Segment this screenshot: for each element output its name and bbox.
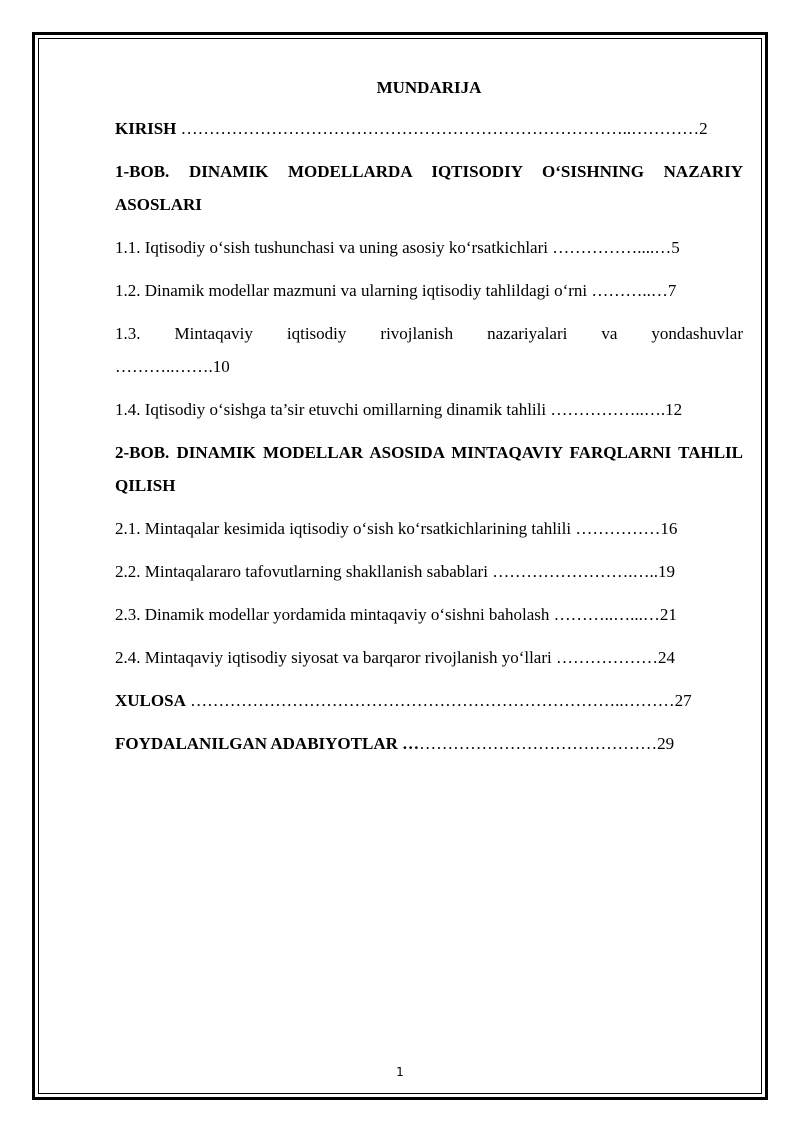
toc-entry-1-4[interactable]: 1.4. Iqtisodiy o‘sishga ta’sir etuvchi omillarning dinamik tahlili ……………..….12 xyxy=(115,400,683,419)
entry-dots: …………………………………………………………………..……… xyxy=(185,691,675,710)
toc-entry-xulosa[interactable] xyxy=(115,684,743,717)
entry-page: 29 xyxy=(657,734,675,753)
word: 1.3. xyxy=(115,324,141,343)
toc-entry-1-3[interactable] xyxy=(115,317,743,383)
entry-line-1 xyxy=(115,317,743,350)
toc-entry-references[interactable] xyxy=(115,727,743,760)
entry-line-2: ………..…….10 xyxy=(115,357,230,376)
toc-entry-1-2[interactable]: 1.2. Dinamik modellar mazmuni va ularning iqtisodiy tahlildagi o‘rni ………..…7 xyxy=(115,281,677,300)
word: va xyxy=(601,324,618,343)
word: yondashuvlar xyxy=(651,324,743,343)
entry-dots: …………………………………… xyxy=(419,734,658,753)
entry-label: XULOSA xyxy=(115,691,186,710)
word: Mintaqaviy xyxy=(174,324,253,343)
entry-page: 27 xyxy=(674,691,692,710)
toc-entry-2-4[interactable]: 2.4. Mintaqaviy iqtisodiy siyosat va barqaror rivojlanish yo‘llari ………………24 xyxy=(115,648,675,667)
toc-entry-kirish[interactable] xyxy=(115,112,743,145)
entry-label: KIRISH xyxy=(115,119,177,138)
word: nazariyalari xyxy=(487,324,568,343)
toc-entry-2-1[interactable]: 2.1. Mintaqalar kesimida iqtisodiy o‘sish ko‘rsatkichlarining tahlili ……………16 xyxy=(115,519,678,538)
toc-entry-1-1[interactable]: 1.1. Iqtisodiy o‘sish tushunchasi va uning asosiy ko‘rsatkichlari ……………....…5 xyxy=(115,238,680,257)
toc-entry-2-3[interactable]: 2.3. Dinamik modellar yordamida mintaqaviy o‘sishni baholash ………..…...…21 xyxy=(115,605,677,624)
toc-entry-2-2[interactable]: 2.2. Mintaqalararo tafovutlarning shakllanish sabablari …………………….…..19 xyxy=(115,562,675,581)
page-number: 1 xyxy=(396,1065,404,1079)
word: rivojlanish xyxy=(380,324,454,343)
entry-label: FOYDALANILGAN ADABIYOTLAR … xyxy=(115,734,420,753)
entry-page: 2 xyxy=(699,119,708,138)
table-of-contents xyxy=(115,74,743,770)
word: iqtisodiy xyxy=(286,324,347,343)
entry-dots: ……………………………………………………………………..………… xyxy=(176,119,700,138)
toc-title: MUNDARIJA xyxy=(376,78,482,97)
toc-chapter-2[interactable]: 2-BOB. DINAMIK MODELLAR ASOSIDA MINTAQAVIY FARQLARNI TAHLIL QILISH xyxy=(115,443,743,495)
toc-chapter-1[interactable]: 1-BOB. DINAMIK MODELLARDA IQTISODIY O‘SISHNING NAZARIY ASOSLARI xyxy=(115,162,743,214)
